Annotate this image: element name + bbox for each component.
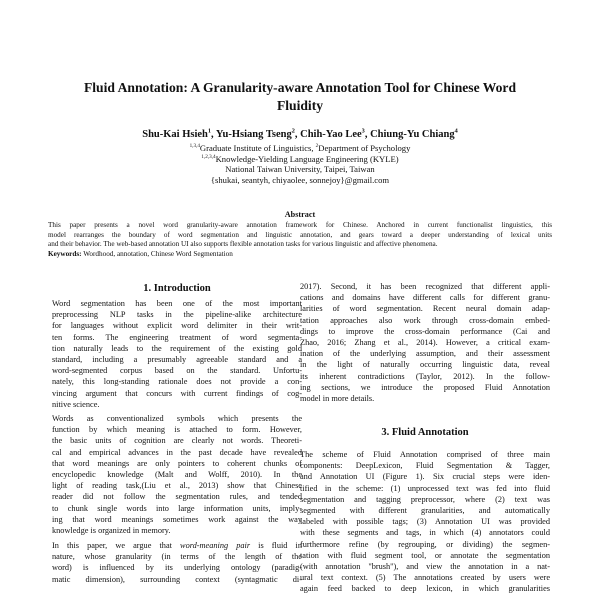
text-line: and Annotation UI (Figure 1). Six crucial steps were iden-: [300, 472, 550, 482]
text-line: The scheme of Fluid Annotation comprised of three main: [300, 450, 550, 459]
text-line: larities of word segmentation. Recent neural domain adap-: [300, 304, 550, 314]
text-line: nately, this long-standing rationale does not provide a con-: [52, 377, 302, 387]
text-line: 2017). Second, it has been recognized that different appli-: [300, 282, 550, 291]
text-line: again feed backed to deep lexicon, in which granularities: [300, 584, 550, 594]
author-list: Shu-Kai Hsieh$^1$, Yu-Hsiang Tseng$^2$, Chih-Yao Lee$^3$, Chiung-Yu Chiang$^4$: [142, 127, 458, 140]
paragraph: [52, 298, 302, 410]
keywords-text: Wordhood, annotation, Chinese Word Segmentation: [83, 249, 233, 258]
text-line: Zhao, 2016; Zhang et al., 2014). However, a critical exam-: [300, 338, 550, 348]
text-line: (with annotation "brush"), and view the annotation in a nat-: [300, 562, 550, 572]
text-line: Words as conventionalized symbols which presents the: [52, 414, 302, 423]
affiliations: [40, 143, 560, 185]
abstract-heading: Abstract: [284, 210, 316, 219]
text-line: ten forms. The engineering treatment of word segmenta-: [52, 332, 302, 342]
text-line: its inherent contradictions (Taylor, 2012). In the follow-: [300, 371, 550, 381]
text-line: tion naturally leads to the requirement of the existing gold: [52, 343, 302, 353]
author-emails: {shukai, seantyh, chiyaolee, sonnejoy}@gmail.com: [210, 174, 390, 185]
text-line: vincing argument that concurs with current findings of cog-: [52, 388, 302, 398]
author: Chih-Yao Lee$^3$: [300, 127, 365, 140]
text-line: encyclopedic knowledge (Malt and Wolff, 2010). In the: [52, 470, 302, 480]
author: Chiung-Yu Chiang$^4$: [370, 127, 458, 140]
text-line: function by which meaning is attached to form. However,: [52, 425, 302, 435]
title-line: Fluid Annotation: A Granularity-aware Annotation Tool for Chinese Word: [83, 80, 517, 95]
text-line: cations and domains have different calls for different granu-: [300, 293, 550, 303]
text-line: word-segmented corpus based on the standard. Unfortu-: [52, 366, 302, 376]
text-line: ing sections, we introduce the proposed Fluid Annotation: [300, 382, 550, 392]
title-line: Fluidity: [276, 98, 324, 113]
paper-title: [40, 79, 560, 115]
keywords-label: Keywords:: [48, 249, 82, 258]
paragraph: [300, 281, 550, 404]
text-line: for languages without explicit word delimiter in their writ-: [52, 321, 302, 331]
text-line: furthermore refine (by regrouping, or dividing) the segmen-: [300, 539, 550, 549]
text-line: In this paper, we argue that word-meaning pair is fluid in: [52, 541, 302, 550]
abstract-line: and their behavior. The web-based annotation UI also supports flexible annotation tasks for various linguistic and affective phenomena.: [48, 240, 438, 249]
affiliation-line: National Taiwan University, Taipei, Taiwan: [225, 164, 375, 175]
text-line: components: DeepLexicon, Fluid Segmentation & Tagger,: [300, 461, 550, 471]
text-line: tation with fluid segment tool, or annotate the segmentation: [300, 550, 550, 560]
text-line: nitive science.: [52, 399, 100, 409]
text-line: light of reading task,(Liu et al., 2013) show that Chinese: [52, 481, 302, 491]
text-line: tified in the scheme: (1) unprocessed text was fed into fluid: [300, 483, 550, 493]
abstract-line: model rearranges the boundary of word segmentation and linguistic annotation, and gears toward a deeper understanding of lexical units: [48, 230, 552, 239]
text-line: word) is influenced by its underlying ontology (paradig-: [52, 563, 302, 573]
keywords: [48, 250, 552, 260]
affiliation-line: $^{1,2,3,4}$Knowledge-Yielding Language Engineering (KYLE): [201, 153, 399, 164]
emphasis: word-meaning pair: [180, 541, 251, 550]
section-heading-introduction: 1. Introduction: [143, 283, 211, 294]
text-line: ural text context. (5) The annotations created by users were: [300, 573, 550, 583]
text-line: with these segments and tags, in which (4) annotators could: [300, 528, 550, 538]
text-line: in the light of naturally occurring linguistic data, reveal: [300, 360, 550, 370]
paragraph: [52, 413, 302, 536]
text-line: preprocessing NLP tasks in the pipeline-alike architecture: [52, 310, 302, 320]
author: Shu-Kai Hsieh$^1$: [142, 127, 212, 140]
paragraph: [300, 449, 550, 595]
abstract-line: This paper presents a novel word granularity-aware annotation framework for Chinese. Anchored in current functionalist linguistics, this: [48, 221, 552, 229]
text-line: ing that word meanings sometimes work against the way: [52, 514, 302, 524]
text-line: segmentation and tagging preprocessor, where (2) text was: [300, 494, 550, 504]
text-line: Word segmentation has been one of the most important: [52, 299, 302, 308]
text-line: dings to improve the cross-domain performance (Cai and: [300, 326, 550, 336]
paragraph: [52, 540, 302, 585]
text-line: standard, including a presumably agreeable standard and a: [52, 355, 302, 365]
text-line: cal and empirical advances in the past decade have revealed: [52, 447, 302, 457]
text-line: tation approaches also work through cross-domain embed-: [300, 315, 550, 325]
text-line: ination of the underlying assumption, and their assessment: [300, 349, 550, 359]
text-line: to chunk single words into large information units, imply-: [52, 503, 302, 513]
author: Yu-Hsiang Tseng$^2$: [215, 127, 295, 140]
section-heading-fluid-annotation: 3. Fluid Annotation: [381, 427, 469, 438]
text-line: knowledge is organized in memory.: [52, 526, 171, 536]
abstract-body: [48, 221, 552, 259]
text-line: reader did not follow the segmentation rules, and tended: [52, 492, 302, 502]
text-line: segmented with different granularities, and automatically: [300, 506, 550, 516]
text-line: model in more details.: [300, 394, 375, 404]
affiliation-line: $^{1,3,4}$Graduate Institute of Linguistics, $^2$Department of Psychology: [189, 143, 411, 153]
text-line: labeled with possible tags; (3) Annotation UI was provided: [300, 517, 550, 527]
text-line: the basic units of cognition are clearly not words. Theoreti-: [52, 436, 302, 446]
text-line: that word meanings are only pointers to coherent chunks of: [52, 458, 302, 468]
text-line: nature, whose granularity (in terms of the length of the: [52, 552, 302, 562]
text-line: matic dimension), surrounding context (syntagmatic di-: [52, 574, 302, 584]
